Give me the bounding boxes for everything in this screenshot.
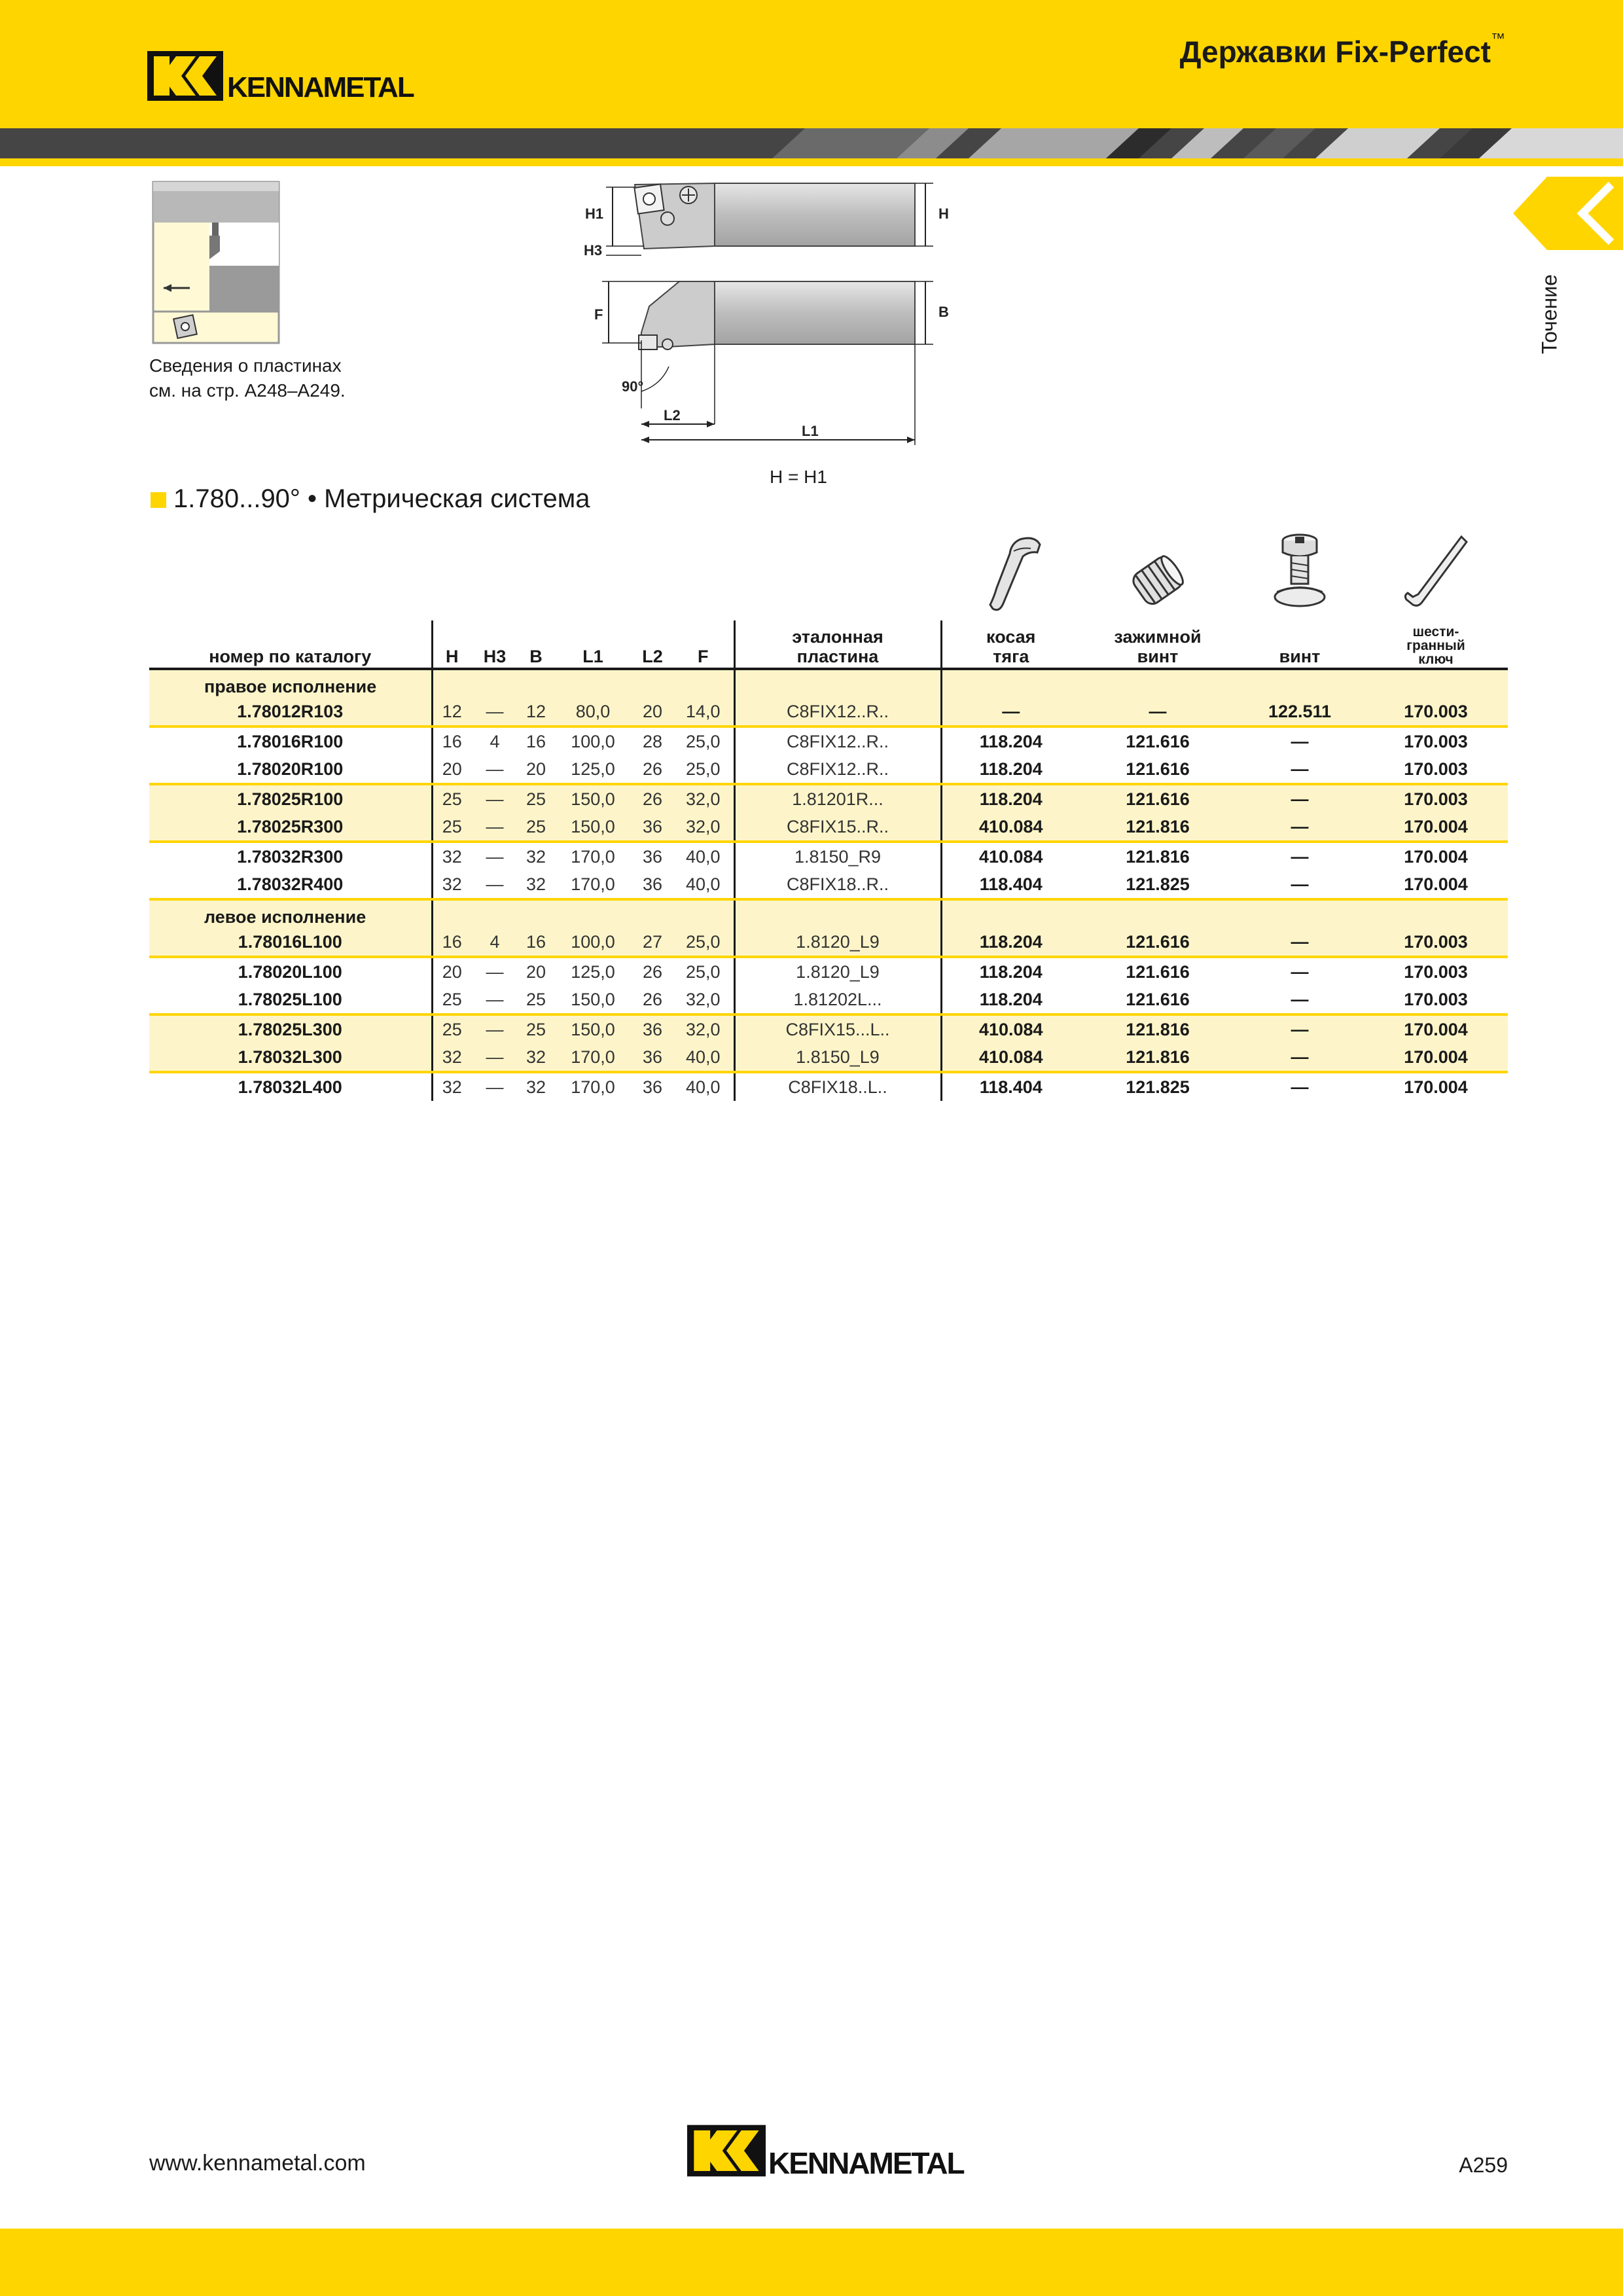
cell-clamp-screw: — (1080, 698, 1236, 726)
cell-wedge: 118.204 (941, 928, 1080, 957)
cell-f: 32,0 (673, 1014, 734, 1043)
cell-l2: 36 (632, 813, 673, 842)
cell-catalog: 1.78032L300 (149, 1043, 432, 1072)
col-header-clamp-screw: зажимной винт (1080, 620, 1236, 669)
cell-hex-key: 170.004 (1364, 1014, 1508, 1043)
cell-clamp-screw: 121.616 (1126, 962, 1190, 982)
cell-h: 16 (432, 928, 471, 957)
col-header-l2: L2 (632, 620, 673, 669)
cell-catalog: 1.78032R400 (149, 870, 432, 899)
group-label-spacer (1080, 899, 1236, 928)
cell-l2: 26 (632, 986, 673, 1014)
group-label-spacer (471, 899, 518, 928)
cell-catalog: 1.78025R100 (149, 784, 432, 813)
cell-l1: 170,0 (554, 1043, 632, 1072)
cell-l1: 170,0 (571, 847, 615, 867)
cell-h3: — (471, 755, 518, 784)
cell-f: 40,0 (673, 1043, 734, 1072)
cell-l1: 125,0 (554, 755, 632, 784)
group-label: правое исполнение (149, 669, 432, 698)
dim-label-l2: L2 (664, 407, 681, 423)
cell-screw: — (1291, 847, 1309, 867)
cell-l1: 150,0 (554, 986, 632, 1014)
cell-catalog: 1.78012R103 (149, 698, 432, 726)
cell-screw: — (1236, 986, 1364, 1014)
cell-l1: 150,0 (554, 1014, 632, 1043)
footer-kennametal-k-icon (687, 2125, 766, 2177)
cell-clamp-screw: 121.616 (1080, 784, 1236, 813)
cell-clamp-screw: 121.616 (1080, 755, 1236, 784)
cell-l2: 27 (632, 928, 673, 957)
cell-b: 12 (518, 698, 554, 726)
group-label-spacer (941, 669, 1080, 698)
section-title: 1.780...90° • Метрическая система (173, 484, 590, 513)
cell-h3: — (471, 813, 518, 842)
cell-clamp-screw: 121.825 (1126, 1077, 1190, 1097)
cell-l2: 36 (632, 1043, 673, 1072)
cell-b: 25 (518, 986, 554, 1014)
table-row (149, 957, 1508, 986)
cell-b: 16 (518, 928, 554, 957)
group-label-spacer (632, 899, 673, 928)
cell-f: 25,0 (673, 726, 734, 755)
cell-b: 25 (518, 1014, 554, 1043)
group-label-spacer (518, 899, 554, 928)
col-header-l1: L1 (554, 620, 632, 669)
cell-wedge: 118.204 (941, 784, 1080, 813)
group-label-spacer (734, 669, 941, 698)
cell-hex-key: 170.003 (1364, 986, 1508, 1014)
brand-wordmark: KENNAMETAL (227, 71, 414, 103)
cell-screw: — (1291, 962, 1309, 982)
cell-h3: — (486, 1077, 504, 1097)
footer-website-link[interactable]: www.kennametal.com (149, 2151, 366, 2176)
cell-catalog: 1.78025L300 (149, 1014, 432, 1043)
cell-h: 20 (432, 755, 471, 784)
cell-h3: — (471, 698, 518, 726)
cell-h: 25 (432, 986, 471, 1014)
cell-h3: — (471, 1014, 518, 1043)
cell-f: 40,0 (673, 1072, 734, 1101)
group-label-spacer (518, 669, 554, 698)
col-header-screw: винт (1236, 620, 1364, 669)
cell-l1: 150,0 (554, 813, 632, 842)
cell-hex-key: 170.003 (1364, 784, 1508, 813)
cell-b: 32 (526, 847, 546, 867)
kennametal-logo (147, 51, 414, 101)
cell-l1: 170,0 (571, 1077, 615, 1097)
group-label-spacer (554, 899, 632, 928)
cell-clamp-screw: 121.816 (1080, 813, 1236, 842)
cell-insert: C8FIX18..L.. (734, 1072, 941, 1101)
cell-h3: — (486, 962, 504, 982)
cell-hex-key: 170.004 (1364, 813, 1508, 842)
col-header-wedge: косая тяга (941, 620, 1080, 669)
col-header-reference-insert: эталонная пластина (734, 620, 941, 669)
table-row (149, 813, 1508, 842)
table-row (149, 870, 1508, 899)
header-stripe-band (0, 128, 1623, 158)
cell-screw: — (1291, 732, 1309, 751)
group-label-row (149, 899, 1508, 928)
cell-screw: 122.511 (1236, 698, 1364, 726)
clamp-screw-icon-cell (1080, 524, 1236, 620)
cell-b: 20 (518, 755, 554, 784)
group-label-spacer (734, 899, 941, 928)
cell-catalog: 1.78020R100 (149, 755, 432, 784)
cell-wedge: 410.084 (941, 813, 1080, 842)
cell-insert: 1.81201R... (734, 784, 941, 813)
cell-hex-key: 170.004 (1364, 870, 1508, 899)
cell-wedge: 118.204 (941, 755, 1080, 784)
cell-h3: — (471, 1043, 518, 1072)
cell-hex-key: 170.003 (1364, 928, 1508, 957)
cell-screw: — (1236, 1043, 1364, 1072)
cell-l2: 36 (642, 1077, 663, 1097)
table-row (149, 842, 1508, 870)
cell-hex-key: 170.004 (1404, 1077, 1468, 1097)
cell-insert: C8FIX12..R.. (734, 755, 941, 784)
cell-h: 32 (442, 847, 462, 867)
cell-screw: — (1291, 1077, 1309, 1097)
kennametal-k-icon (147, 51, 223, 101)
group-label-spacer (554, 669, 632, 698)
cell-h: 25 (432, 1014, 471, 1043)
cell-l1: 100,0 (571, 732, 615, 751)
cell-b: 32 (518, 870, 554, 899)
cell-catalog: 1.78016L100 (149, 928, 432, 957)
col-header-b: B (518, 620, 554, 669)
holder-pictogram-icon (152, 181, 280, 346)
col-header-h: H (432, 620, 471, 669)
col-header-f: F (673, 620, 734, 669)
table-row (149, 1014, 1508, 1043)
cell-l2: 26 (632, 784, 673, 813)
cell-insert: C8FIX15..R.. (734, 813, 941, 842)
cell-clamp-screw: 121.825 (1080, 870, 1236, 899)
group-label-spacer (673, 669, 734, 698)
cell-hex-key: 170.003 (1364, 755, 1508, 784)
cell-f: 32,0 (673, 784, 734, 813)
cell-l2: 36 (632, 1014, 673, 1043)
cell-b: 32 (518, 1043, 554, 1072)
group-label-spacer (1364, 669, 1508, 698)
cell-screw: — (1236, 813, 1364, 842)
cell-h3: — (471, 986, 518, 1014)
cell-insert: 1.8150_R9 (734, 842, 941, 870)
cell-insert: 1.8120_L9 (734, 957, 941, 986)
cell-h: 16 (442, 732, 462, 751)
page-number: A259 (1459, 2153, 1508, 2177)
cell-hex-key: 170.003 (1404, 962, 1468, 982)
cell-screw: — (1236, 755, 1364, 784)
wedge-icon (974, 531, 1046, 617)
col-header-h3: H3 (471, 620, 518, 669)
cell-f: 25,0 (673, 755, 734, 784)
cell-hex-key: 170.003 (1364, 698, 1508, 726)
cell-insert: C8FIX18..R.. (734, 870, 941, 899)
cell-wedge: 118.204 (941, 986, 1080, 1014)
cell-screw: — (1236, 928, 1364, 957)
cell-catalog: 1.78025L100 (149, 986, 432, 1014)
spec-table (149, 524, 1508, 1101)
cell-f: 32,0 (673, 986, 734, 1014)
table-body (149, 669, 1508, 1101)
table-row (149, 986, 1508, 1014)
cell-screw: — (1236, 870, 1364, 899)
cell-l2: 36 (632, 870, 673, 899)
cell-clamp-screw: 121.616 (1080, 928, 1236, 957)
screw-icon (1270, 531, 1329, 617)
table-row (149, 726, 1508, 755)
cell-f: 40,0 (673, 842, 734, 870)
wedge-icon-cell (941, 524, 1080, 620)
group-label-spacer (1236, 669, 1364, 698)
cell-clamp-screw: 121.816 (1080, 1014, 1236, 1043)
cell-catalog: 1.78016R100 (149, 726, 432, 755)
holder-dimension-drawing (576, 175, 1047, 450)
cell-wedge: 118.204 (979, 962, 1043, 982)
cell-l2: 28 (642, 732, 663, 751)
cell-wedge: 118.404 (979, 1077, 1043, 1097)
cell-b: 20 (526, 962, 546, 982)
cell-f: 25,0 (673, 928, 734, 957)
cell-h: 32 (432, 870, 471, 899)
cell-wedge: 118.404 (941, 870, 1080, 899)
col-header-hex-key: шести- гранный ключ (1364, 620, 1508, 669)
cell-catalog: 1.78032L400 (149, 1072, 432, 1101)
clamp-screw-icon (1122, 545, 1194, 617)
insert-info-note: Сведения о пластинах см. на стр. A248–A249. (149, 355, 346, 401)
cell-insert: 1.81202L... (734, 986, 941, 1014)
cell-h3: — (486, 847, 504, 867)
cell-h: 12 (432, 698, 471, 726)
dim-label-f: F (594, 306, 603, 323)
table-row (149, 698, 1508, 726)
cell-l1: 125,0 (571, 962, 615, 982)
cell-clamp-screw: 121.616 (1126, 732, 1190, 751)
cell-insert: C8FIX12..R.. (734, 698, 941, 726)
cell-h3: — (471, 870, 518, 899)
cell-b: 25 (518, 813, 554, 842)
dim-label-h: H (938, 206, 949, 222)
cell-insert: C8FIX12..R.. (734, 726, 941, 755)
screw-icon-cell (1236, 524, 1364, 620)
group-label-spacer (432, 899, 471, 928)
table-row (149, 928, 1508, 957)
group-label-spacer (471, 669, 518, 698)
group-label-row (149, 669, 1508, 698)
cell-h: 32 (442, 1077, 462, 1097)
cell-h: 32 (432, 1043, 471, 1072)
header-stripe-thin (0, 158, 1623, 166)
cell-wedge: 410.084 (941, 1043, 1080, 1072)
cell-insert: 1.8150_L9 (734, 1043, 941, 1072)
cell-l1: 100,0 (554, 928, 632, 957)
cell-hex-key: 170.004 (1364, 1043, 1508, 1072)
cell-screw: — (1236, 784, 1364, 813)
cell-f: 40,0 (673, 870, 734, 899)
section-bullet (151, 492, 166, 508)
cell-wedge: 410.084 (941, 1014, 1080, 1043)
cell-clamp-screw: 121.816 (1080, 1043, 1236, 1072)
hex-key-icon-cell (1364, 524, 1508, 620)
cell-clamp-screw: 121.816 (1126, 847, 1190, 867)
dim-label-b: B (938, 304, 949, 320)
cell-h3: — (471, 784, 518, 813)
dim-label-h1: H1 (585, 206, 604, 222)
page-title: Державки Fix-Perfect™ (1179, 30, 1505, 69)
cell-insert: 1.8120_L9 (734, 928, 941, 957)
cell-screw: — (1236, 1014, 1364, 1043)
group-label-spacer (673, 899, 734, 928)
group-label-spacer (941, 899, 1080, 928)
footer-bar (0, 2229, 1623, 2296)
table-row (149, 1072, 1508, 1101)
cell-clamp-screw: 121.616 (1080, 986, 1236, 1014)
col-header-catalog: номер по каталогу (149, 620, 432, 669)
cell-b: 25 (518, 784, 554, 813)
cell-h: 25 (432, 784, 471, 813)
cell-b: 32 (526, 1077, 546, 1097)
cell-l1: 170,0 (554, 870, 632, 899)
cell-h: 20 (442, 962, 462, 982)
cell-catalog: 1.78025R300 (149, 813, 432, 842)
group-label-spacer (1364, 899, 1508, 928)
cell-f: 14,0 (673, 698, 734, 726)
dimension-formula: H = H1 (770, 467, 827, 487)
cell-h: 25 (432, 813, 471, 842)
group-label-spacer (432, 669, 471, 698)
group-label-spacer (1236, 899, 1364, 928)
cell-l2: 20 (632, 698, 673, 726)
section-tab-chevron-icon[interactable] (1513, 177, 1623, 250)
group-label-spacer (632, 669, 673, 698)
cell-l2: 36 (642, 847, 663, 867)
cell-l2: 26 (642, 962, 663, 982)
section-tab-label[interactable]: Точение (1537, 274, 1561, 354)
cell-l1: 80,0 (554, 698, 632, 726)
cell-f: 25,0 (673, 957, 734, 986)
hex-key-icon (1400, 531, 1472, 617)
cell-catalog: 1.78020L100 (149, 957, 432, 986)
table-row (149, 1043, 1508, 1072)
cell-insert: C8FIX15...L.. (734, 1014, 941, 1043)
cell-wedge: 118.204 (979, 732, 1043, 751)
cell-h3: 4 (471, 928, 518, 957)
cell-wedge: — (941, 698, 1080, 726)
cell-catalog: 1.78032R300 (149, 842, 432, 870)
cell-wedge: 410.084 (978, 847, 1043, 867)
footer-brand-wordmark: KENNAMETAL (768, 2146, 964, 2180)
table-row (149, 784, 1508, 813)
dim-label-angle: 90° (622, 378, 644, 395)
dim-label-l1: L1 (802, 423, 819, 439)
footer-kennametal-logo (687, 2125, 964, 2180)
cell-l1: 150,0 (554, 784, 632, 813)
cell-f: 32,0 (673, 813, 734, 842)
group-label-spacer (1080, 669, 1236, 698)
cell-h3: 4 (490, 732, 500, 751)
group-label: левое исполнение (149, 899, 432, 928)
cell-hex-key: 170.003 (1404, 732, 1468, 751)
cell-b: 16 (526, 732, 546, 751)
cell-hex-key: 170.004 (1404, 847, 1468, 867)
table-row (149, 755, 1508, 784)
dim-label-h3: H3 (584, 242, 603, 259)
cell-l2: 26 (632, 755, 673, 784)
